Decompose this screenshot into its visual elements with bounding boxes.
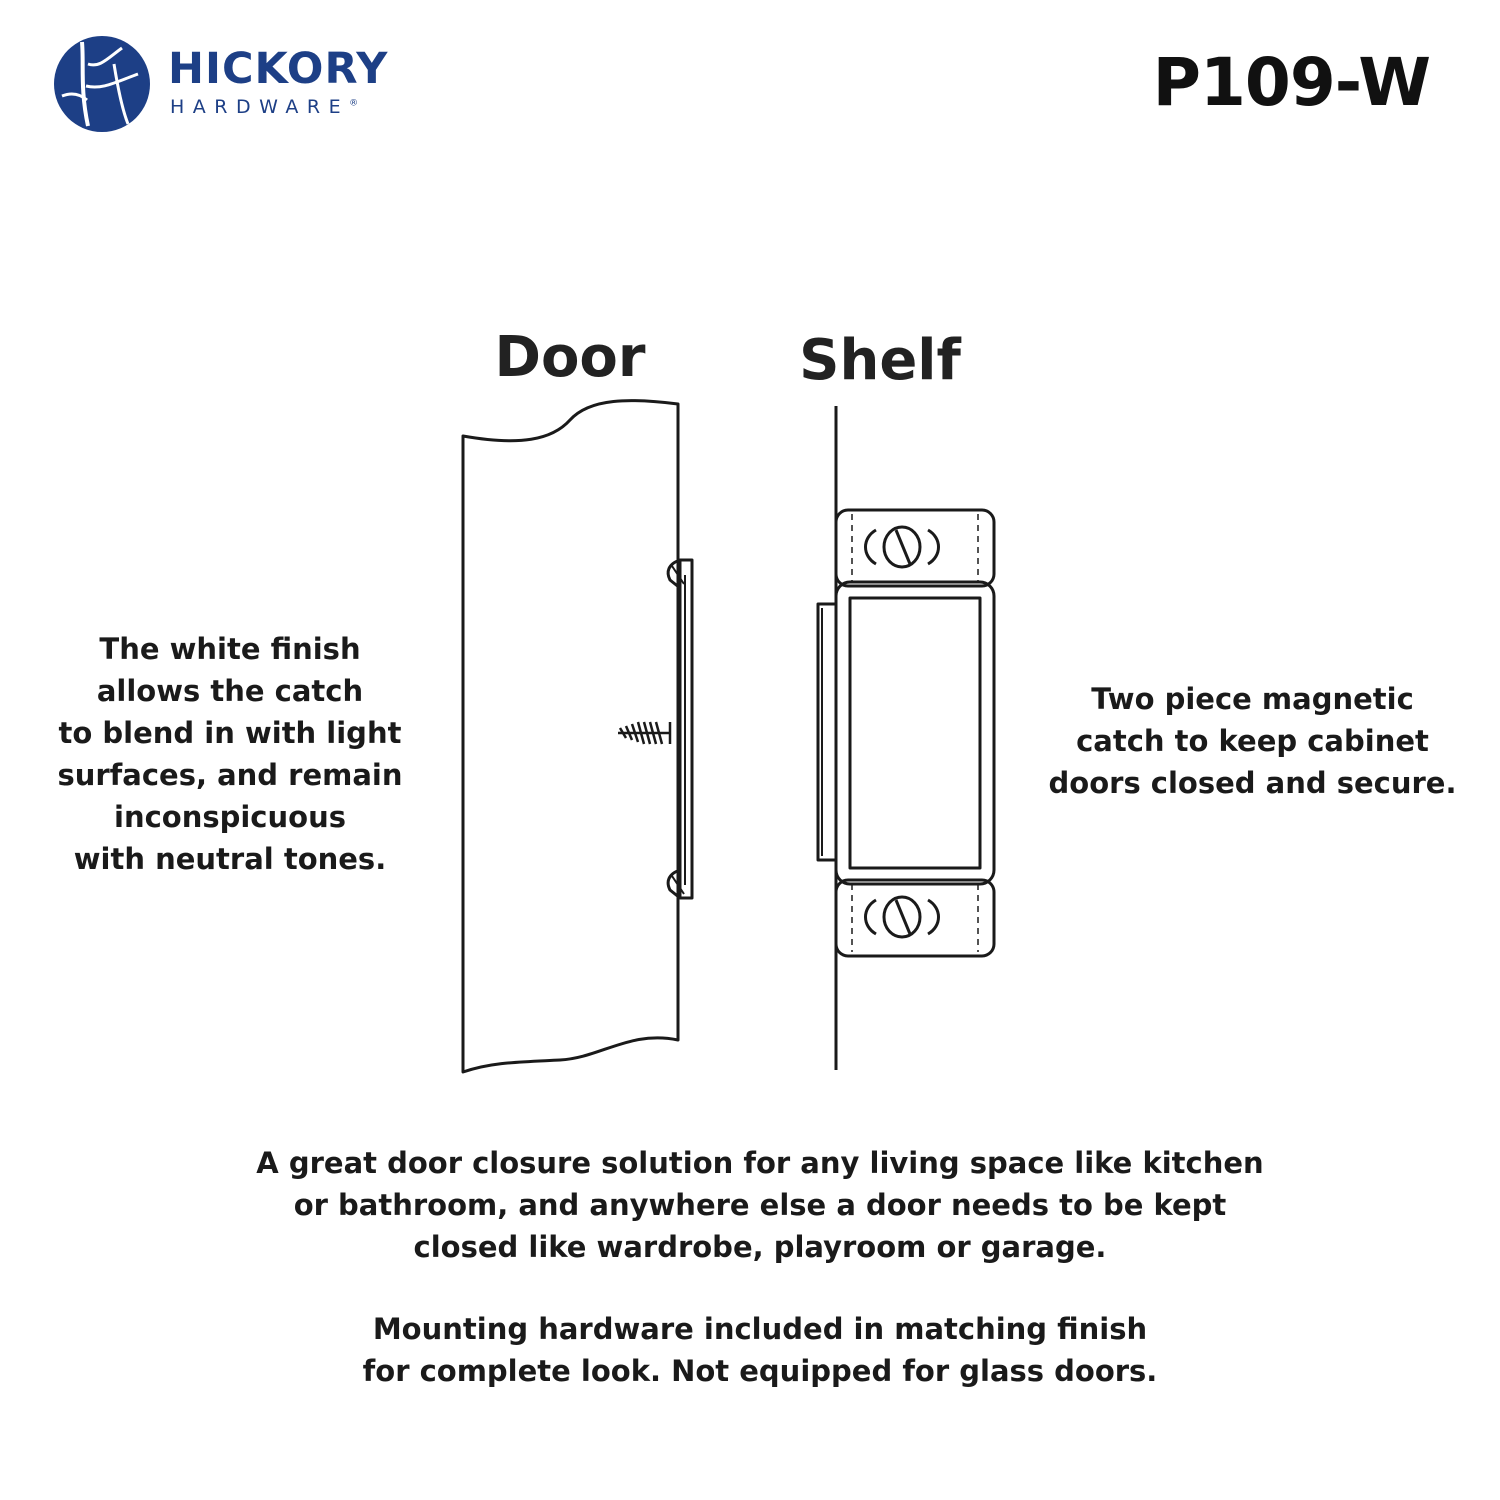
- registered-mark: ®: [349, 98, 359, 109]
- finish-note: The white finish allows the catch to blend in with light surfaces, and remain inconspicuous with neutral tones.: [57, 632, 403, 876]
- housing-screw-top: [866, 527, 939, 567]
- strike-plate: [668, 560, 692, 898]
- housing-screw-bottom: [866, 897, 939, 937]
- shelf-label: Shelf: [799, 328, 961, 393]
- mounting-note: Mounting hardware included in matching finish for complete look. Not equipped for glass doors.: [362, 1312, 1158, 1388]
- brand-name: HICKORY: [168, 44, 389, 94]
- brand-sub-text: HARDWARE: [170, 96, 350, 118]
- model-number: P109-W: [1152, 44, 1430, 121]
- door-label: Door: [494, 325, 646, 390]
- usage-note: A great door closure solution for any living space like kitchen or bathroom, and anywhere else a door needs to be kept closed like wardrobe, playroom or garage.: [256, 1146, 1264, 1264]
- magnetic-catch-note: Two piece magnetic catch to keep cabinet doors closed and secure.: [1048, 682, 1457, 800]
- door-screw: [618, 722, 670, 744]
- door-panel: [463, 401, 678, 1072]
- catch-housing: [818, 510, 994, 956]
